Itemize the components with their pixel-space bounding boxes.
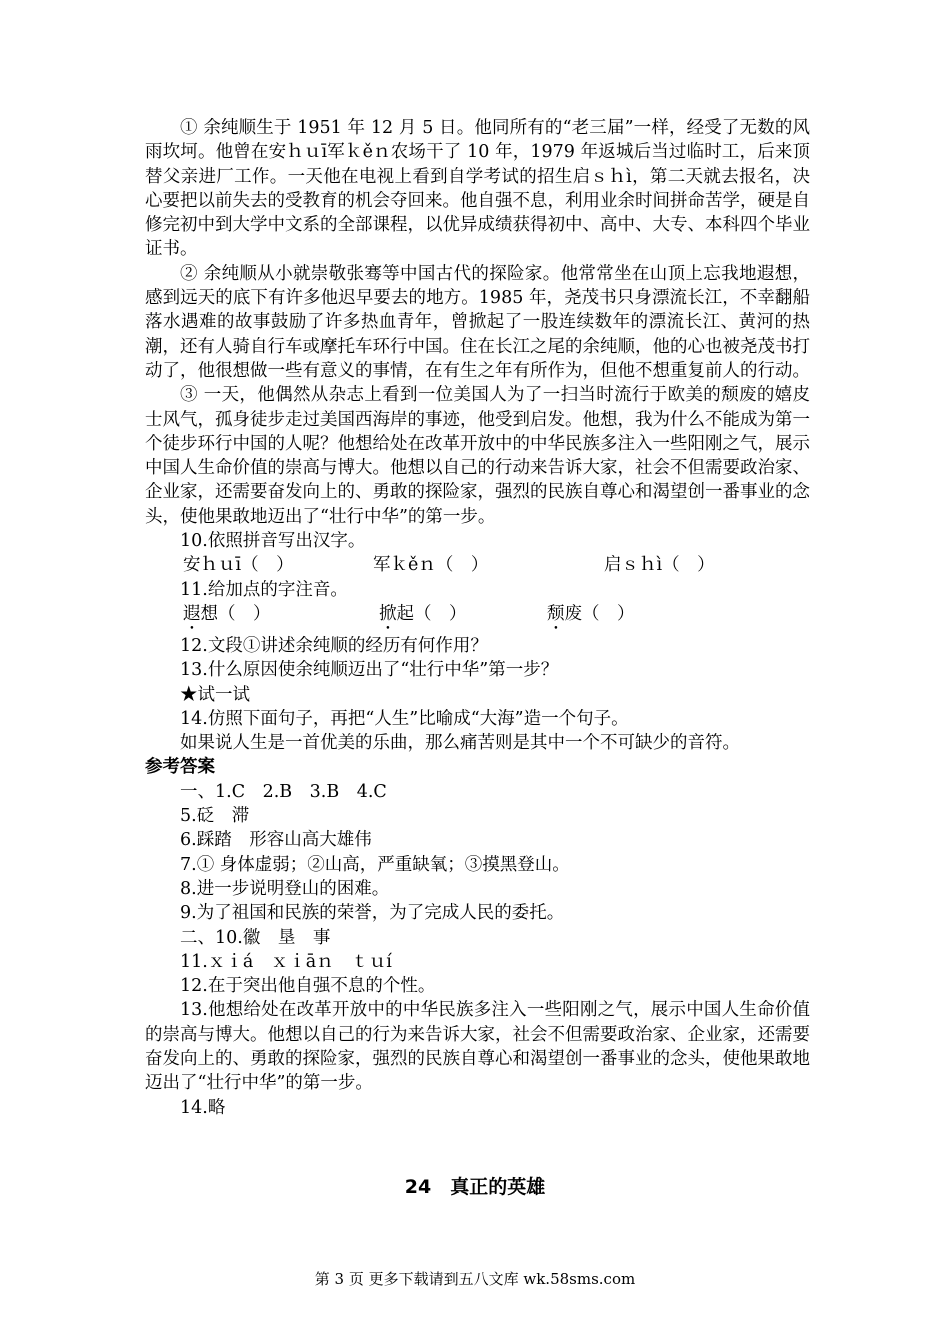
q11-item-1 [183, 602, 379, 634]
answer-line: 5.砭 滞 [180, 806, 250, 827]
answers-heading: 参考答案 [145, 757, 215, 778]
dotted-char-3: 颓 [547, 603, 565, 624]
answer-14: 14.略 [180, 1097, 226, 1118]
question-10: 10.依照拼音写出汉字。 [180, 531, 366, 552]
dotted-char-2: 掀 [379, 603, 397, 624]
content-body [145, 116, 810, 1120]
answer-line: 9.为了祖国和民族的荣誉，为了完成人民的委托。 [180, 903, 565, 924]
next-lesson-title: 24 真正的英雄 [404, 1176, 546, 1198]
passage-paragraph-3: ③ 一天，他偶然从杂志上看到一位美国人为了一扫当时流行于欧美的颓废的嬉皮士风气，孤身徒步走过美国西海岸的事迹，他受到启发。他想，我为什么不能成为第一个徒步环行中国的人呢？他想给处在改革开放中的中华民族多注入一些阳刚之气，展示中国人生命价值的崇高与博大。他想以自己的行动来告诉大家，社会不但需要政治家、企业家，还需要奋发向上的、勇敢的探险家，强烈的民族自尊心和渴望创一番事业的念头，使他果敢地迈出了“壮行中华”的第一步。 [145, 385, 810, 527]
q10-item-1: 安ｈｕī（ ） [183, 555, 294, 576]
question-11: 11.给加点的字注音。 [180, 579, 348, 600]
question-12: 12.文段①讲述余纯顺的经历有何作用？ [180, 635, 488, 656]
q11-item-2 [379, 602, 547, 634]
question-13: 13.什么原因使余纯顺迈出了“壮行中华”第一步？ [180, 660, 559, 681]
question-14-example: 如果说人生是一首优美的乐曲，那么痛苦则是其中一个不可缺少的音符。 [180, 733, 740, 754]
question-10-items [145, 553, 810, 577]
answer-line: 11.ｘｉá ｘｉāｎ ｔｕí [180, 951, 392, 972]
q10-item-3: 启ｓｈì（ ） [604, 555, 715, 576]
answer-line: 二、10.徽 垦 事 [180, 927, 331, 948]
question-14: 14.仿照下面句子，再把“人生”比喻成“大海”造一个句子。 [180, 708, 629, 729]
dotted-char-1: 遐 [183, 603, 201, 624]
answer-line: 6.踩踏 形容山高大雄伟 [180, 830, 372, 851]
q11-item-3-rest: 废（ ） [564, 603, 635, 624]
q10-item-2: 军ｋěｎ（ ） [373, 555, 489, 576]
answer-line: 12.在于突出他自强不息的个性。 [180, 976, 436, 997]
try-it-heading: ★试一试 [180, 684, 250, 705]
answer-line: 7.① 身体虚弱；②山高，严重缺氧；③摸黑登山。 [180, 854, 570, 875]
answer-line: 一、1.C 2.B 3.B 4.C [180, 781, 387, 802]
passage-paragraph-2: ② 余纯顺从小就崇敬张骞等中国古代的探险家。他常常坐在山顶上忘我地遐想，感到远天的底下有许多他迟早要去的地方。1985 年，尧茂书只身漂流长江，不幸翻船落水遇难的故事鼓励了许多热血青年，曾掀起了一股连续数年的漂流长江、黄河的热潮，还有人骑自行车或摩托车环行中国。住在长江之尾的余纯顺，他的心也被尧茂书打动了，他很想做一些有意义的事情，在有生之年有所作为，但他不想重复前人的行动。 [145, 263, 810, 381]
answer-13: 13.他想给处在改革开放中的中华民族多注入一些阳刚之气，展示中国人生命价值的崇高与博大。他想以自己的行为来告诉大家，社会不但需要政治家、企业家，还需要奋发向上的、勇敢的探险家，强烈的民族自尊心和渴望创一番事业的念头，使他果敢地迈出了“壮行中华”的第一步。 [145, 1000, 810, 1094]
answer-line: 8.进一步说明登山的困难。 [180, 878, 390, 899]
q11-item-3 [547, 602, 635, 634]
q11-item-2-rest: 起（ ） [396, 603, 467, 624]
question-11-items [145, 602, 810, 634]
passage-paragraph-1: ① 余纯顺生于 1951 年 12 月 5 日。他同所有的“老三届”一样，经受了无数的风雨坎坷。他曾在安ｈｕī军ｋěｎ农场干了 10 年，1979 年返城后当过临时工，后来顶替父亲进厂工作。一天他在电视上看到自学考试的招生启ｓｈì，第二天就去报名，决心要把以前失去的受教育的机会夺回来。他自强不息，利用业余时间拼命苦学，硬是自修完初中到大学中文系的全部课程，以优异成绩获得初中、高中、大专、本科四个毕业证书。 [145, 118, 810, 260]
q11-item-1-rest: 想（ ） [200, 603, 271, 624]
page-footer: 第 3 页 更多下载请到五八文库 wk.58sms.com [314, 1270, 636, 1288]
